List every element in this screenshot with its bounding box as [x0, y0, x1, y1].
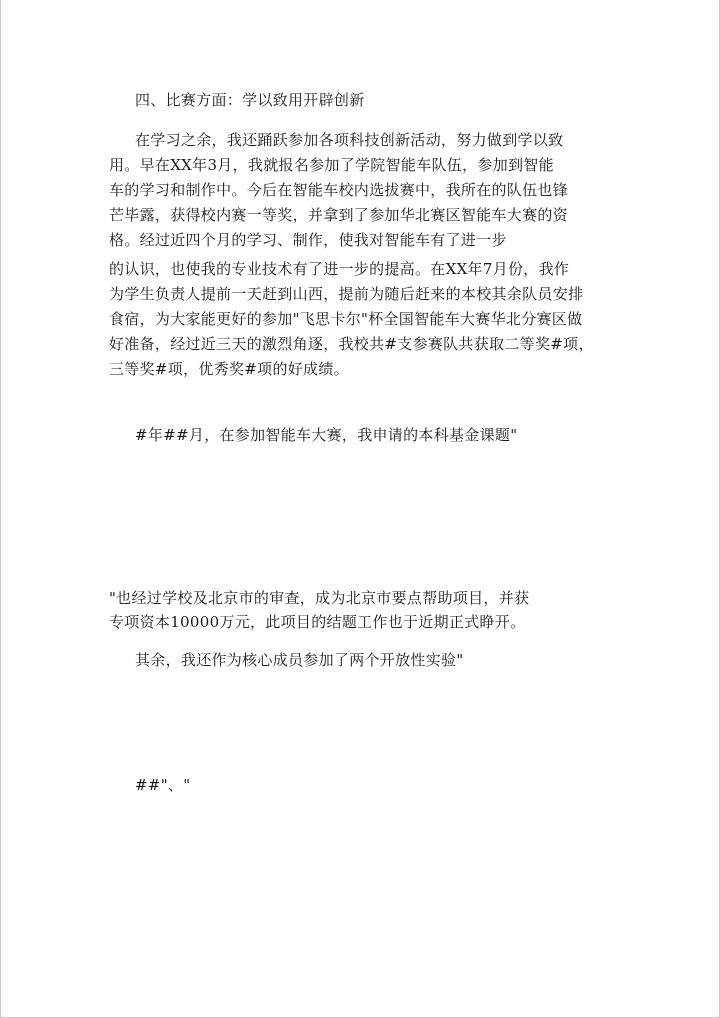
paragraph-1-line-5: 格。经过近四个月的学习、制作，使我对智能车有了进一步 — [109, 231, 507, 249]
paragraph-2-line-4: 好准备，经过近三天的激烈角逐，我校共#支参赛队共获取二等奖#项， — [109, 335, 594, 353]
section-heading: 四、比赛方面：学以致用开辟创新 — [135, 91, 365, 109]
paragraph-2-line-5: 三等奖#项，优秀奖#项的好成绩。 — [109, 360, 349, 378]
paragraph-6: ##"、" — [135, 776, 191, 794]
paragraph-2-line-1: 的认识，也使我的专业技术有了进一步的提高。在XX年7月份，我作 — [109, 260, 570, 278]
paragraph-4-line-1: "也经过学校及北京市的审查，成为北京市要点帮助项目，并获 — [109, 589, 530, 607]
paragraph-2-line-2: 为学生负责人提前一天赶到山西，提前为随后赶来的本校其余队员安排 — [109, 285, 584, 303]
paragraph-1-line-4: 芒毕露，获得校内赛一等奖，并拿到了参加华北赛区智能车大赛的资 — [109, 206, 569, 224]
paragraph-5: 其余，我还作为核心成员参加了两个开放性实验" — [135, 651, 464, 669]
paragraph-2-line-3: 食宿，为大家能更好的参加"飞思卡尔"杯全国智能车大赛华北分赛区做 — [109, 310, 583, 328]
page-border-left — [0, 0, 1, 1018]
paragraph-1-line-2: 用。早在XX年3月，我就报名参加了学院智能车队伍，参加到智能 — [109, 156, 554, 174]
paragraph-1-line-1: 在学习之余，我还踊跃参加各项科技创新活动，努力做到学以致 — [135, 131, 564, 149]
paragraph-1-line-3: 车的学习和制作中。今后在智能车校内选拔赛中，我所在的队伍也锋 — [109, 181, 569, 199]
paragraph-4-line-2: 专项资本10000万元，此项目的结题工作也于近期正式睁开。 — [109, 613, 526, 631]
paragraph-3: #年##月，在参加智能车大赛，我申请的本科基金课题" — [135, 426, 518, 444]
